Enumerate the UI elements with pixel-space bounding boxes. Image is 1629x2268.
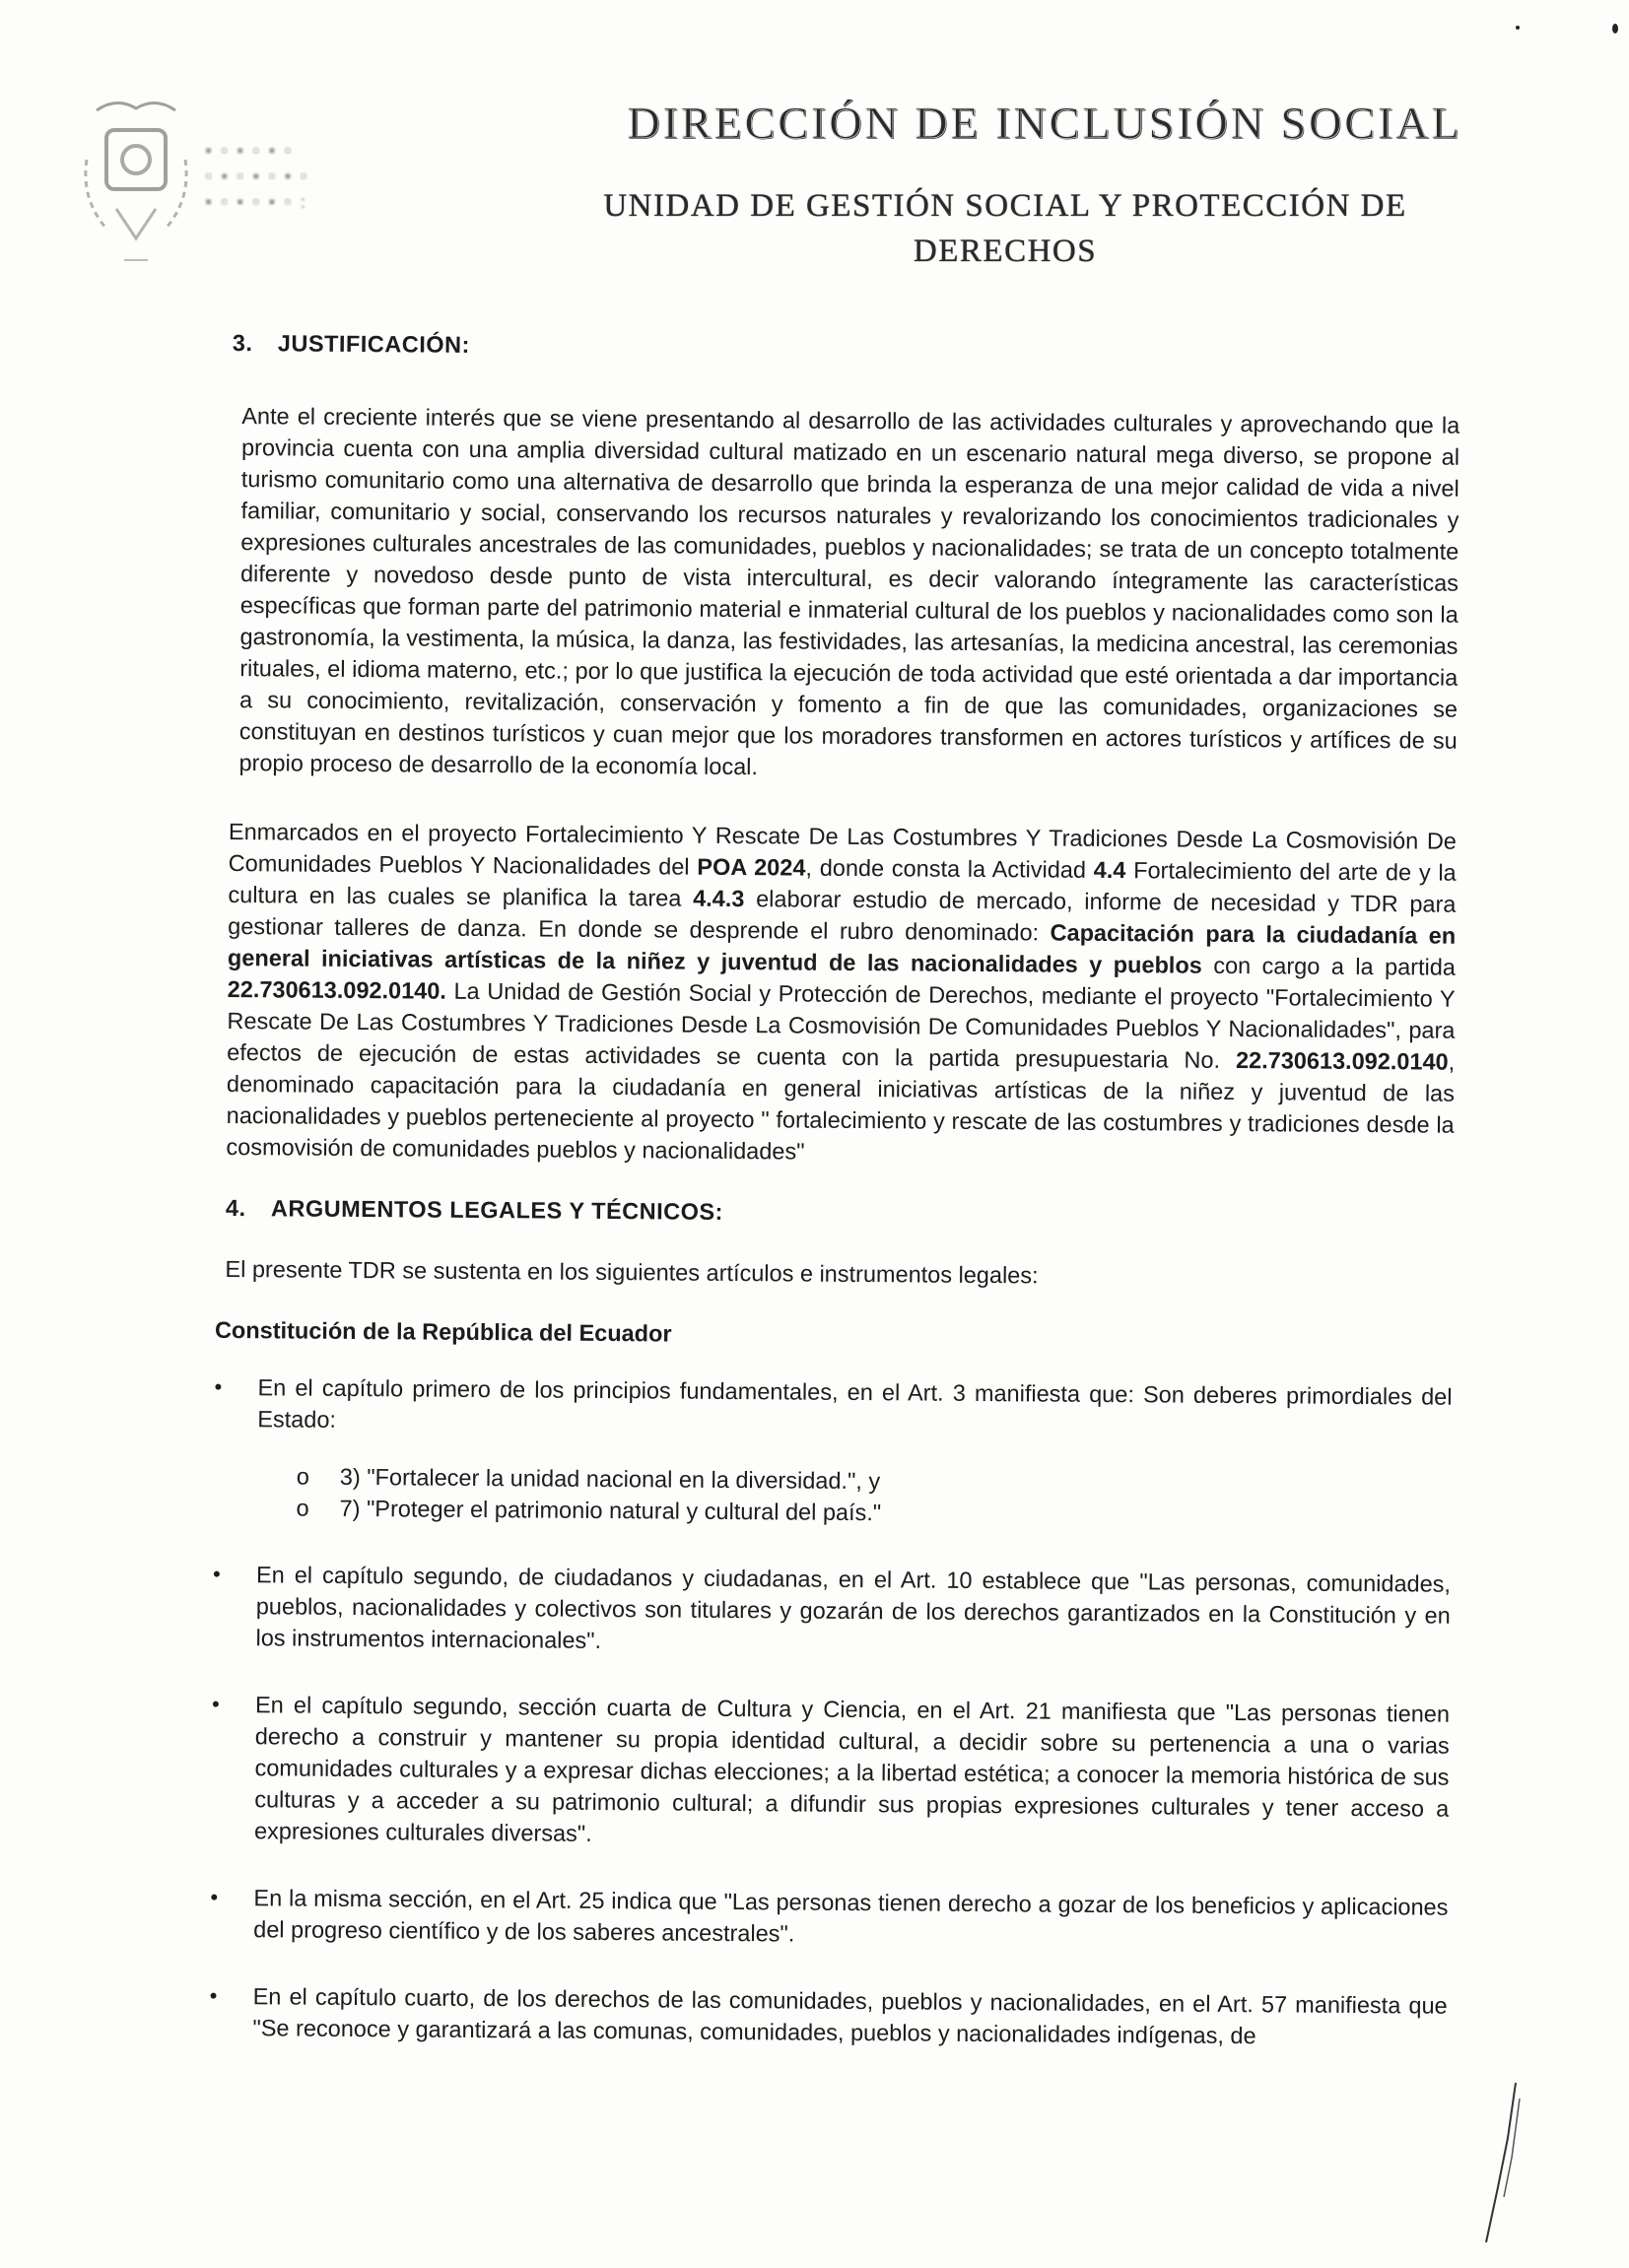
header-subtitle-line2: DERECHOS	[913, 233, 1098, 269]
text-run: Fortalecimiento del arte de y la cultura en las cuales se planifica la tarea	[228, 857, 1457, 911]
header-title: DIRECCIÓN DE INCLUSIÓN SOCIAL	[627, 98, 1462, 148]
sub-item-text: 7) "Proteger el patrimonio natural y cultural del país."	[339, 1495, 882, 1526]
bullet-icon: •	[211, 1691, 220, 1716]
section-3-number: 3.	[232, 329, 253, 357]
justification-paragraph-1: Ante el creciente interés que se viene presentando al desarrollo de las actividades culturales y aprovechando que la provincia cuenta con una amplia diversidad cultural matizado en un escenario natural mega diverso, se propone al turismo comunitario como una alternativa de desarrollo que brinda la esperanza de una mejor calidad de vida a nivel familiar, comunitario y social, conservando los recursos naturales y revalorizando los conocimientos tradicionales y expresiones culturales ancestrales de las comunidades, pueblos y nacionalidades; se trata de un concepto totalmente diferente y novedoso desde punto de vista intercultural, es decir valorando íntegramente las características específicas que forman parte del patrimonio material e inmaterial cultural de los pueblos y nacionalidades como son la gastronomía, la vestimenta, la música, la danza, las festividades, las artesanías, la medicina ancestral, las ceremonias rituales, el idioma materno, etc.; por lo que justifica la ejecución de toda actividad que esté orientada a dar importancia a su conocimiento, revitalización, conservación y fomento a fin de que las comunidades, organizaciones se constituyan en destinos turísticos y cuan mejor que los moradores transformen en actores turísticos y artífices de su propio proceso de desarrollo de la economía local.	[238, 403, 1460, 780]
text-run: elaborar estudio de mercado, informe de necesidad y TDR para gestionar talleres de danza. En donde se desprende el rubro denominado:	[228, 886, 1457, 946]
legal-bullet-list	[209, 1371, 1453, 2053]
bullet-icon: •	[209, 1982, 218, 2008]
circle-bullet-icon: o	[296, 1495, 309, 1521]
document-body	[209, 327, 1460, 2089]
bullet-text: En el capítulo segundo, sección cuarta de Cultura y Ciencia, en el Art. 21 manifiesta que "Las personas tienen derecho a construir y mantener su propia identidad cultural, a decidir sobre su pertenencia a una o varias comunidades culturales y a expresar dichas elecciones; a la libertad estética; a conocer la memoria histórica de sus culturas y a acceder a su patrimonio cultural; a difundir sus propias expresiones culturales y tener acceso a expresiones culturales diversas".	[253, 1692, 1451, 1846]
bullet-icon: •	[214, 1373, 223, 1399]
sub-item-text: 3) "Fortalecer la unidad nacional en la diversidad.", y	[339, 1463, 881, 1495]
section-4-title: ARGUMENTOS LEGALES Y TÉCNICOS:	[270, 1195, 724, 1225]
budget-line-code: 22.730613.092.0140.	[227, 975, 446, 1004]
list-item	[210, 1882, 1449, 1955]
logo-lettering: ▪ ▫ ▪ ▫ ▪ ▫ ▫ ▪ ▫ ▪ ▫ ▪ ▫ ▪ ▫ ▪ ▫ ▪ ▫ :	[205, 140, 309, 213]
bullet-icon: •	[210, 1884, 219, 1909]
coat-of-arms-icon	[77, 91, 195, 268]
bullet-icon: •	[212, 1561, 221, 1586]
list-item	[212, 1559, 1452, 1663]
section-4-heading	[226, 1192, 1454, 1234]
budget-line-code-2: 22.730613.092.0140	[1235, 1047, 1449, 1075]
header-subtitle-line1: UNIDAD DE GESTIÓN SOCIAL Y PROTECCIÓN DE	[603, 188, 1407, 224]
scan-speck	[1516, 26, 1520, 30]
header-subtitle	[572, 183, 1439, 274]
section-3-heading	[233, 327, 1460, 368]
activity-number: 4.4	[1093, 856, 1126, 884]
poa-year: POA 2024	[697, 853, 806, 881]
bullet-text: En la misma sección, en el Art. 25 indica que "Las personas tienen derecho a gozar de los beneficios y aplicaciones del progreso científico y de los saberes ancestrales".	[253, 1885, 1449, 1947]
handwritten-mark-icon	[1468, 2079, 1527, 2246]
bullet-text: En el capítulo segundo, de ciudadanos y ciudadanas, en el Art. 10 establece que "Las personas, comunidades, pueblos, nacionalidades y colectivos son titulares y gozarán de los derechos garantizados en la Constitución y en los instrumentos internacionales".	[255, 1562, 1452, 1653]
task-number: 4.4.3	[693, 885, 745, 912]
text-run: , donde consta la Actividad	[805, 854, 1094, 883]
section-3-title: JUSTIFICACIÓN:	[277, 330, 470, 358]
circle-bullet-icon: o	[296, 1463, 310, 1490]
scan-speck	[1612, 24, 1618, 33]
sub-list	[296, 1461, 1451, 1533]
list-item	[209, 1980, 1448, 2053]
bullet-text: En el capítulo cuarto, de los derechos de las comunidades, pueblos y nacionalidades, en el Art. 57 manifiesta que "Se reconoce y garantizará a las comunas, comunidades, pueblos y nacionalidades indígenas, de	[252, 1983, 1448, 2049]
section-4-number: 4.	[225, 1194, 246, 1222]
text-run: Enmarcados en el proyecto Fortalecimiento Y Rescate De Las Costumbres Y Tradiciones Desde La Cosmovisión De Comunidades Pueblos Y Nacionalidades del	[228, 818, 1458, 880]
bullet-text: En el capítulo primero de los principios fundamentales, en el Art. 3 manifiesta que: Son deberes primordiales del Estado:	[257, 1374, 1453, 1433]
text-run: , denominado capacitación para la ciudadanía en general iniciativas artísticas de la niñez y juventud de las nacionalidades y pueblos perteneciente al proyecto " fortalecimiento y rescate de las costumbres y tradiciones desde la cosmovisión de comunidades pueblos y nacionalidades"	[226, 1048, 1456, 1165]
text-run: con cargo a la partida	[1201, 952, 1457, 980]
text-run: La Unidad de Gestión Social y Protección de Derechos, mediante el proyecto "Fortalecimiento Y Rescate De Las Costumbres Y Tradiciones Desde La Cosmovisión De Comunidades Pueblos Y Nacionalidades", para efectos de ejecución de estas actividades se cuenta con la partida presupuestaria No.	[227, 977, 1456, 1074]
list-item	[214, 1371, 1453, 1533]
budget-item-name: Capacitación para la ciudadanía en general iniciativas artísticas de la niñez y juventud de las nacionalidades y pueblos	[227, 919, 1457, 978]
legal-intro: El presente TDR se sustenta en los siguientes artículos e instrumentos legales:	[225, 1255, 1039, 1289]
constitution-subheading: Constitución de la República del Ecuador	[214, 1316, 672, 1347]
list-item	[211, 1689, 1451, 1856]
justification-paragraph-2	[226, 816, 1457, 1172]
